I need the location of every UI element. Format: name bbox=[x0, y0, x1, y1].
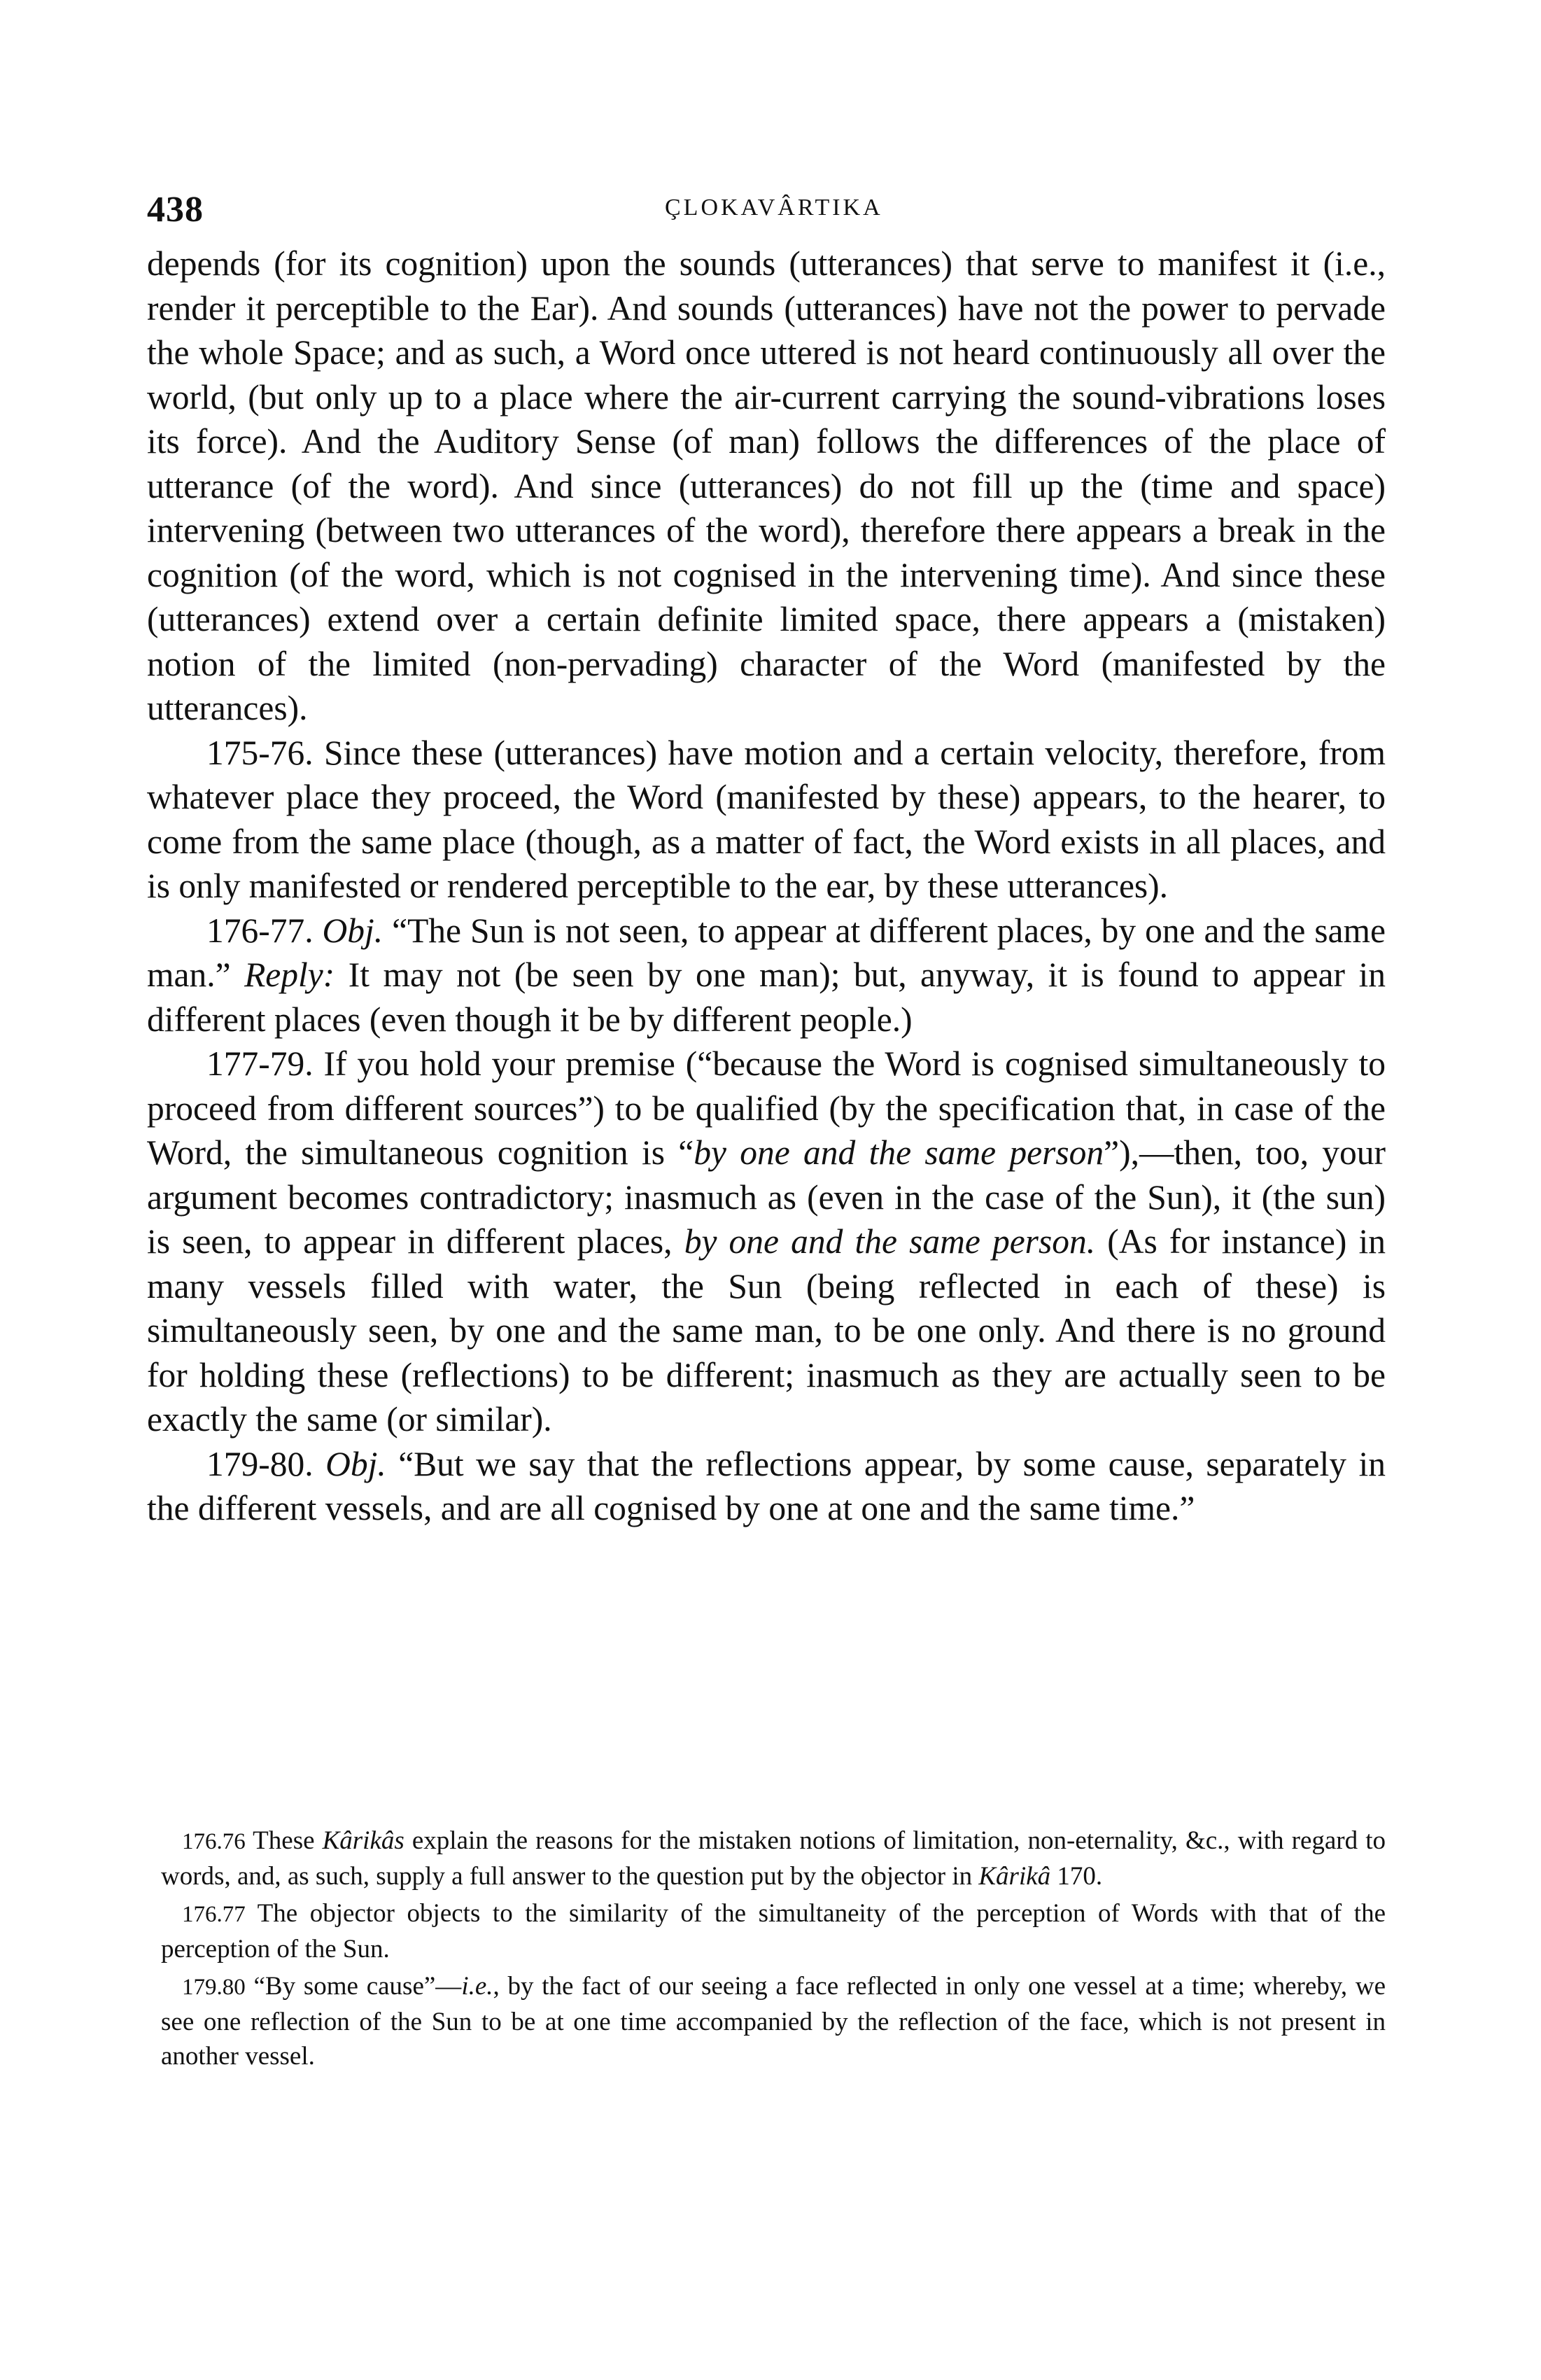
footnotes bbox=[161, 1823, 1386, 2076]
objection-text: “But we say that the reflections appear, by some cause, separately in the different vessels, and are all cognised by one at one and the same time.” bbox=[147, 1444, 1386, 1527]
footnote-text: “By some cause”— bbox=[245, 1972, 462, 2001]
running-title: ÇLOKAVÂRTIKA bbox=[665, 195, 883, 220]
paragraph-179-80 bbox=[147, 1442, 1386, 1531]
paragraph-175-76: 175-76. Since these (utterances) have motion and a certain velocity, therefore, from whatever place they proceed, the Word (manifested by these) appears, to the hearer, to come from the same place (though, as a matter of fact, the Word exists in all places, and is only manifested or rendered perceptible to the ear, by these utterances). bbox=[147, 733, 1386, 905]
page-number: 438 bbox=[147, 190, 204, 230]
paragraph-continuation: depends (for its cognition) upon the sounds (utterances) that serve to manifest it (i.e., render it perceptible to the Ear). And sounds (utterances) have not the power to pervade the whole Space; and as such, a Word once uttered is not heard continuously all over the world, (but only up to a place where the air-current carrying the sound-vibrations loses its force). And the Auditory Sense (of man) follows the differences of the place of utterance (of the word). And since (utterances) do not fill up the (time and space) intervening (between two utterances of the word), therefore there appears a break in the cognition (of the word, which is not cognised in the intervening time). And since these (utterances) extend over a certain definite limited space, there appears a (mistaken) notion of the limited (non-pervading) character of the Word (manifested by the utterances). bbox=[147, 244, 1386, 727]
footnote-emphasis: i.e. bbox=[461, 1972, 493, 2001]
emphasis-text: by one and the same person bbox=[694, 1133, 1104, 1172]
verse-number: 179-80. bbox=[206, 1444, 326, 1483]
footnote-marker: 179.80 bbox=[182, 1975, 246, 2000]
footnote-text: explain the reasons for the mistaken notions of limitation, non-eternality, &c., with regard to words, and, as such, supply a full answer to the question put by the objector in bbox=[161, 1826, 1386, 1891]
verse-number: 176-77. bbox=[206, 911, 323, 950]
footnote-emphasis: Kârikâ bbox=[978, 1862, 1051, 1891]
footnote-text: These bbox=[245, 1826, 323, 1855]
footnote bbox=[161, 1823, 1386, 1893]
footnote-text: , by the fact of our seeing a face reflected in only one vessel at a time; whereby, we see one reflection of the Sun to be at one time accompanied by the reflection of the face, which is not present in another vessel. bbox=[161, 1972, 1386, 2071]
emphasis-text: by one and the same person. bbox=[684, 1222, 1096, 1261]
page-header bbox=[147, 189, 1393, 238]
footnote-text: The objector objects to the similarity of the simultaneity of the perception of Words with that of the perception of the Sun. bbox=[161, 1899, 1386, 1963]
footnote-marker: 176.76 bbox=[182, 1829, 246, 1854]
reply-text: It may not (be seen by one man); but, anyway, it is found to appear in different places (even though it be by different people.) bbox=[147, 955, 1386, 1039]
main-text bbox=[147, 241, 1386, 1531]
objection-label: Obj. bbox=[322, 911, 384, 950]
footnote bbox=[161, 1896, 1386, 1966]
footnote-marker: 176.77 bbox=[182, 1902, 246, 1927]
paragraph-177-79 bbox=[147, 1042, 1386, 1442]
objection-label: Obj. bbox=[325, 1444, 386, 1483]
footnote bbox=[161, 1969, 1386, 2073]
paragraph-text: ”),—then, too, your argument becomes contradictory; inasmuch as (even in the case of the Sun), it (the sun) is seen, to appear in different places, bbox=[147, 1133, 1386, 1261]
objection-text: “The Sun is not seen, to appear at different places, by one and the same man.” bbox=[147, 911, 1386, 994]
reply-label: Reply: bbox=[244, 955, 335, 994]
paragraph-176-77 bbox=[147, 909, 1386, 1042]
paragraph-text: (As for instance) in many vessels filled with water, the Sun (being reflected in each of these) is simultaneously seen, by one and the same man, to be one only. And there is no ground for holding these (reflections) to be different; inasmuch as they are actually seen to be exactly the same (or similar). bbox=[147, 1222, 1386, 1438]
paragraph-text: 177-79. If you hold your premise (“because the Word is cognised simultaneously to proceed from different sources”) to be qualified (by the specification that, in case of the Word, the simultaneous cognition is “ bbox=[147, 1044, 1386, 1172]
footnote-text: 170. bbox=[1050, 1862, 1103, 1891]
footnote-emphasis: Kârikâs bbox=[322, 1826, 404, 1855]
